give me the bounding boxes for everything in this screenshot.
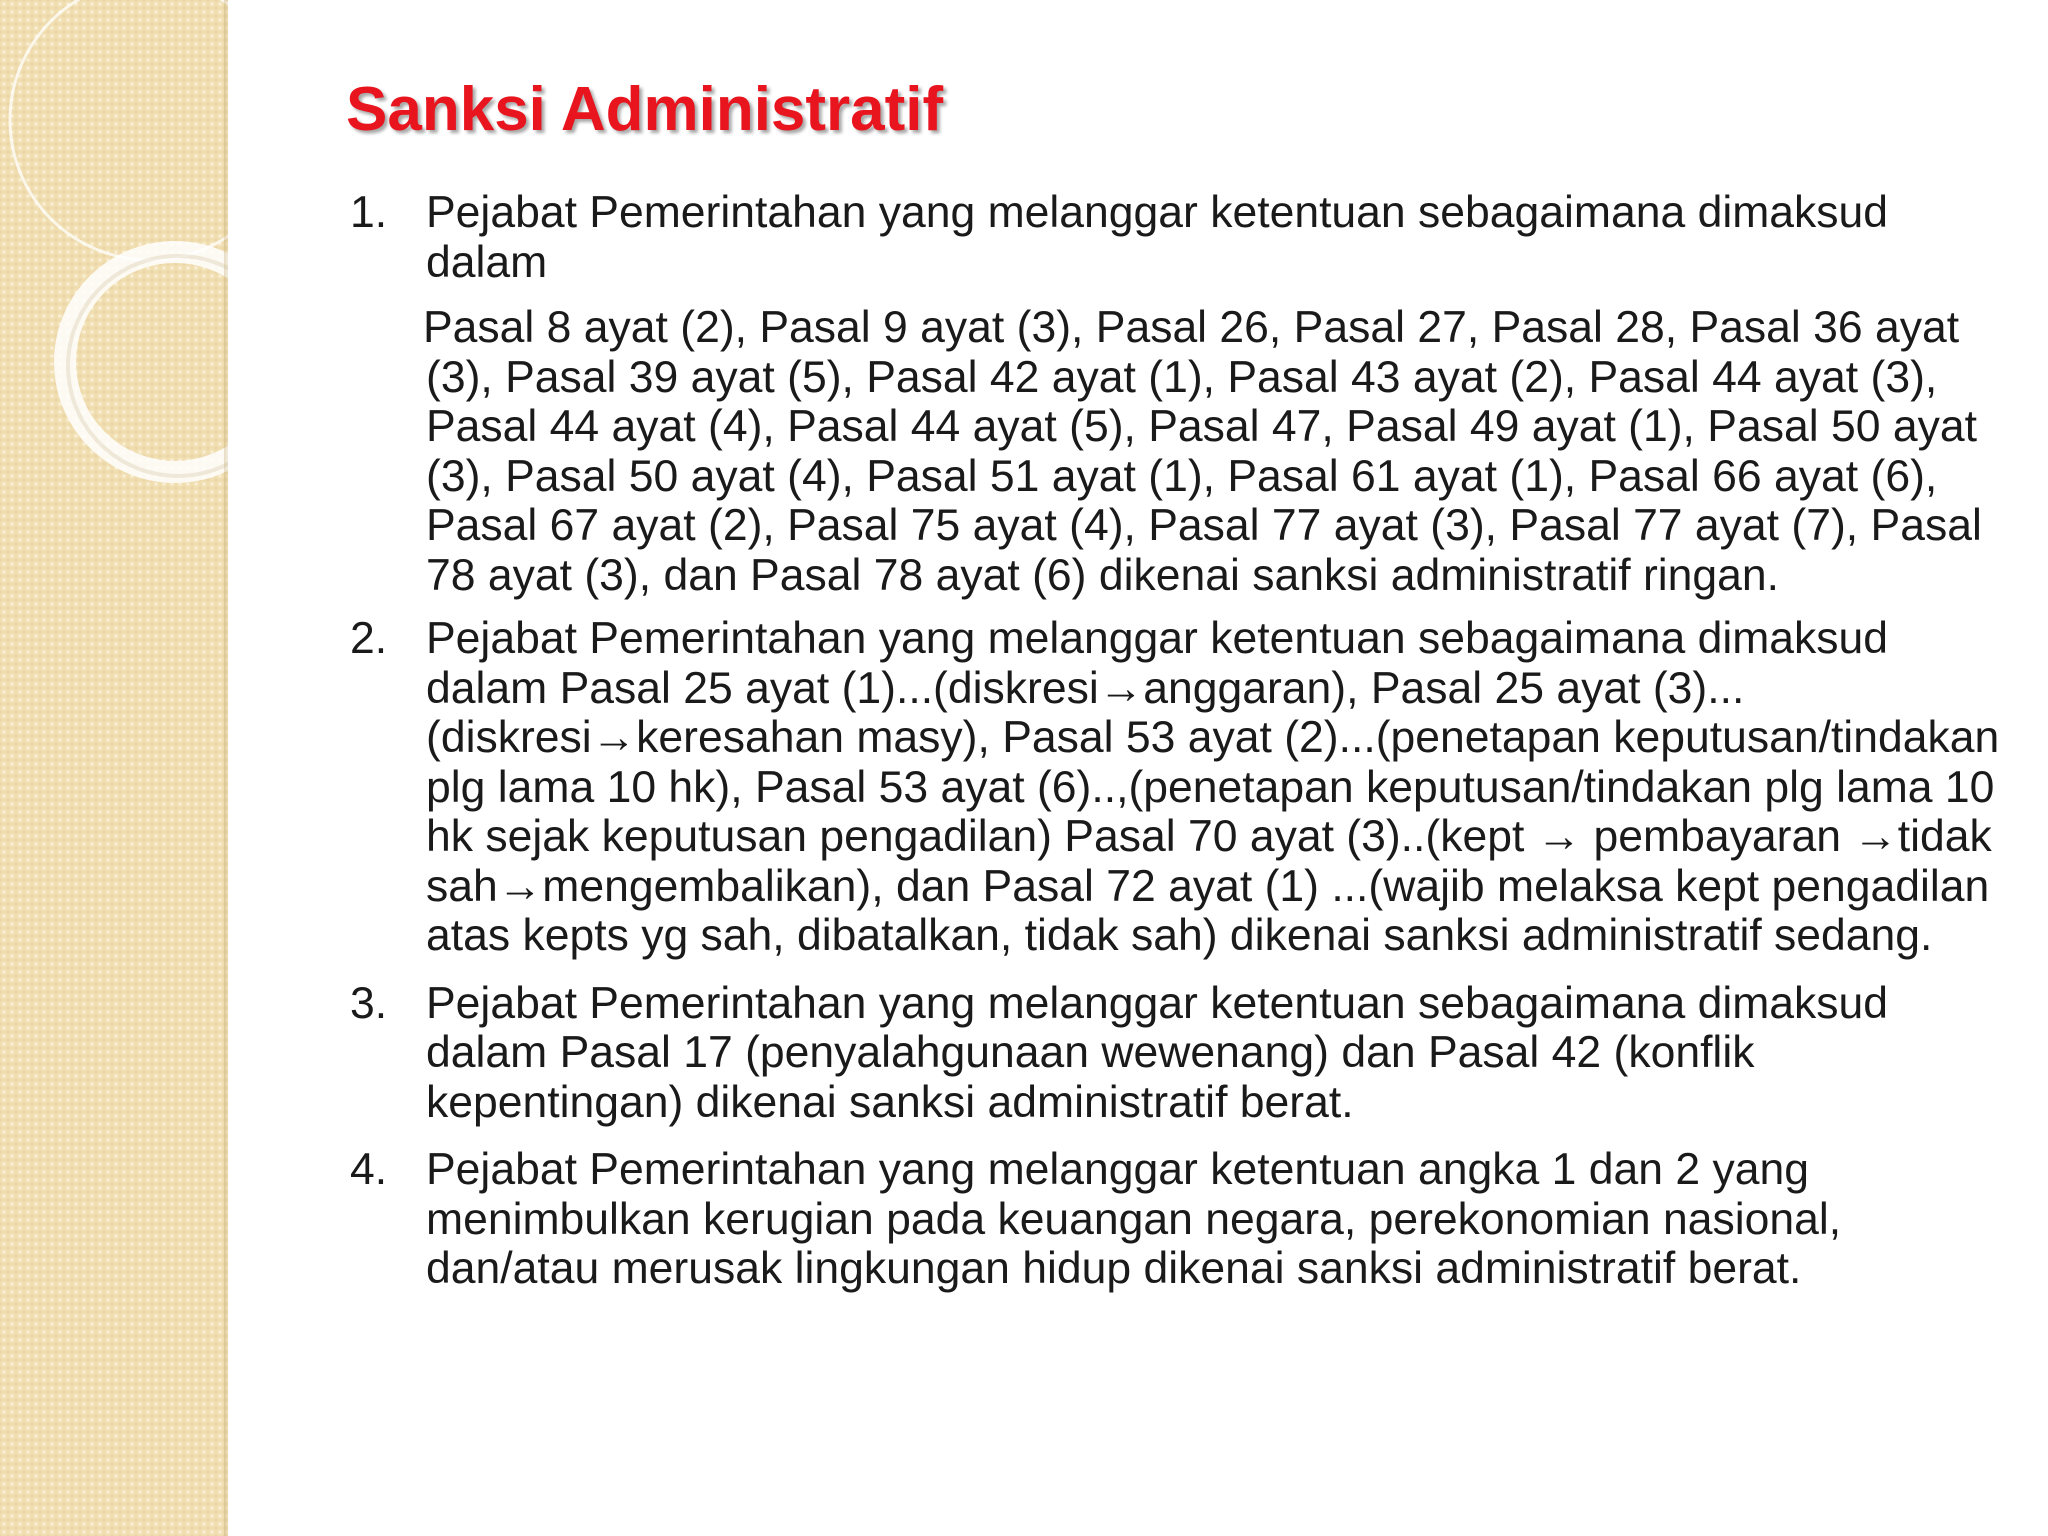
slide-title: Sanksi Administratif xyxy=(346,75,944,144)
item-lead-text: Pejabat Pemerintahan yang melanggar ketentuan sebagaimana dimaksud dalam xyxy=(426,188,1889,287)
list-item xyxy=(350,979,2010,1128)
item-body xyxy=(426,979,2010,1128)
list-item xyxy=(350,1145,2010,1294)
item-number: 3. xyxy=(350,978,388,1028)
decorative-sidebar xyxy=(0,0,228,1536)
item-text: Pejabat Pemerintahan yang melanggar ketentuan sebagaimana dimaksud dalam Pasal 25 ayat (1)...(diskresi→anggaran), Pasal 25 ayat (3)...(diskresi→keresahan masy), Pasal 53 ayat (2)...(penetapan keputusan/tindakan plg lama 10 hk), Pasal 53 ayat (6)..,(penetapan keputusan/tindakan plg lama 10 hk sejak keputusan pengadilan) Pasal 70 ayat (3)..(kept → pembayaran →tidak sah→mengembalikan), dan Pasal 72 ayat (1) ...(wajib melaksa kept pengadilan atas kepts yg sah, dibatalkan, tidak sah) dikenai sanksi administratif sedang. xyxy=(426,614,2000,960)
sidebar-edge xyxy=(224,0,228,1536)
list-item xyxy=(350,188,2010,600)
item-body xyxy=(426,614,2010,961)
item-number: 1. xyxy=(350,188,388,237)
item-text: Pejabat Pemerintahan yang melanggar ketentuan sebagaimana dimaksud dalam Pasal 17 (penyalahgunaan wewenang) dan Pasal 42 (konflik kepentingan) dikenai sanksi administratif berat. xyxy=(426,978,1889,1127)
decorative-rings xyxy=(0,0,228,560)
sanction-list xyxy=(350,188,2010,1294)
item-body xyxy=(423,188,2010,600)
item-number: 2. xyxy=(350,614,388,663)
item-article-references: Pasal 8 ayat (2), Pasal 9 ayat (3), Pasal 26, Pasal 27, Pasal 28, Pasal 36 ayat (3), Pasal 39 ayat (5), Pasal 42 ayat (1), Pasal 43 ayat (2), Pasal 44 ayat (3), Pasal 44 ayat (4), Pasal 44 ayat (5), Pasal 47, Pasal 49 ayat (1), Pasal 50 ayat (3), Pasal 50 ayat (4), Pasal 51 ayat (1), Pasal 61 ayat (1), Pasal 66 ayat (6), Pasal 67 ayat (2), Pasal 75 ayat (4), Pasal 77 ayat (3), Pasal 77 ayat (7), Pasal 78 ayat (3), dan Pasal 78 ayat (6) dikenai sanksi administratif ringan. xyxy=(423,303,1982,600)
item-body xyxy=(426,1145,2010,1294)
item-number: 4. xyxy=(350,1145,388,1194)
list-item xyxy=(350,614,2010,961)
ring-medium xyxy=(65,252,228,472)
ring-large xyxy=(10,0,228,260)
item-text: Pejabat Pemerintahan yang melanggar ketentuan angka 1 dan 2 yang menimbulkan kerugian pada keuangan negara, perekonomian nasional, dan/atau merusak lingkungan hidup dikenai sanksi administratif berat. xyxy=(426,1145,1842,1293)
